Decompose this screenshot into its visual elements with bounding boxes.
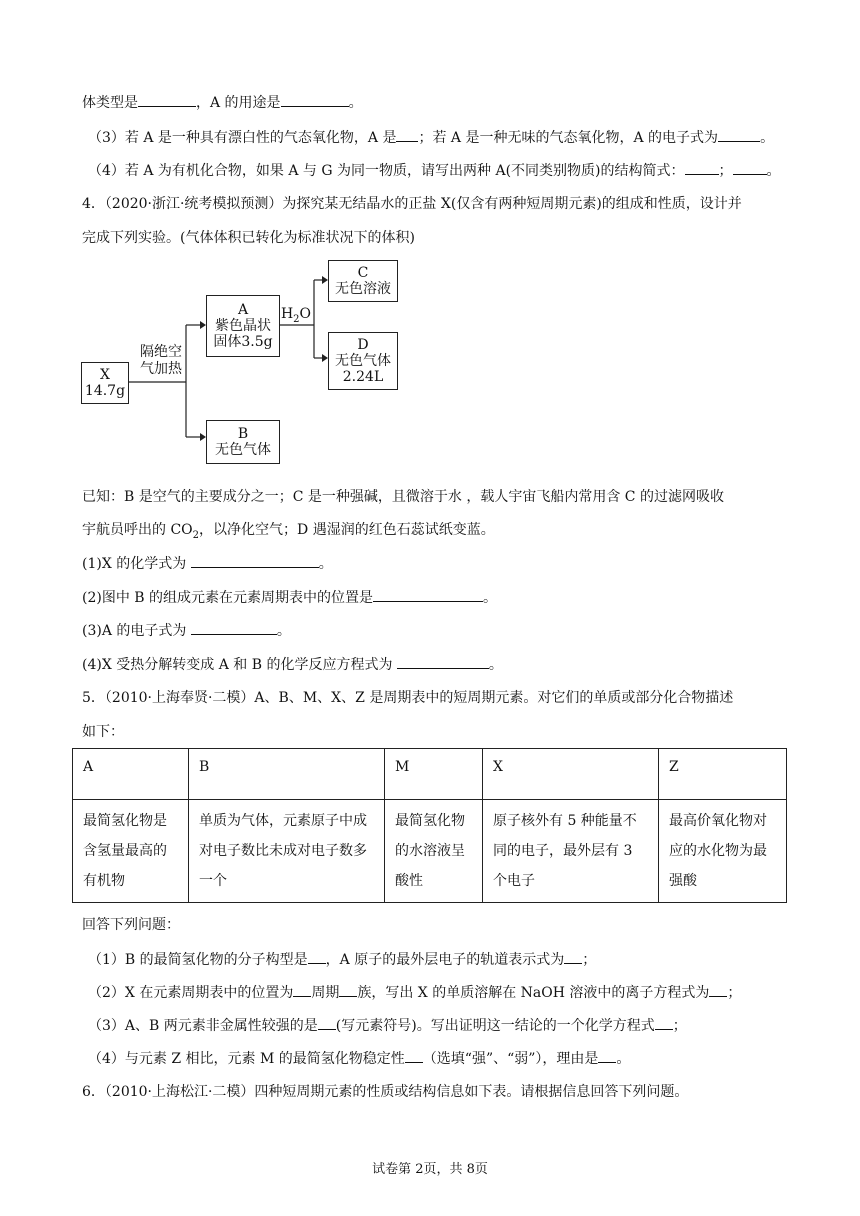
table-header-cell: A	[73, 749, 189, 800]
text: 周期	[311, 985, 340, 1001]
text: 。	[760, 130, 775, 146]
element-info-table	[72, 748, 787, 903]
text: ，以净化空气；D 遇湿润的红色石蕊试纸变蓝。	[199, 522, 495, 538]
text: ；	[582, 952, 597, 968]
d-label: D	[357, 337, 369, 353]
table-header-cell: X	[483, 749, 659, 800]
text: 。	[276, 623, 291, 639]
text: 。	[483, 590, 498, 606]
sub-question-4	[82, 654, 503, 675]
table-cell: 单质为气体，元素原子中成对电子数比未成对电子数多一个	[189, 800, 385, 903]
box-d	[328, 332, 398, 390]
text: 已知：B 是空气的主要成分之一；C 是一种强碱，且微溶于水 ，载人宇宙飞船内常用含 C 的过滤网吸收	[82, 489, 724, 505]
text: 。	[488, 657, 503, 673]
box-c	[328, 260, 398, 302]
box-b	[206, 420, 280, 464]
answer-blank[interactable]	[733, 160, 767, 175]
question-r4	[88, 1048, 630, 1069]
text: 。	[318, 556, 333, 572]
c-desc: 无色溶液	[335, 281, 391, 297]
text: （1）B 的最简氢化物的分子构型是	[88, 952, 308, 968]
page-footer: 试卷第 2页，共 8页	[372, 1162, 488, 1177]
table-cell: 最简氢化物是含氢量最高的有机物	[73, 800, 189, 903]
table-header-cell: B	[189, 749, 385, 800]
answer-blank[interactable]	[709, 982, 727, 997]
heating-label-line: 气加热	[140, 361, 182, 377]
water-sub: 2	[293, 313, 300, 325]
text: 宇航员呼出的 CO	[82, 522, 193, 538]
answer-blank[interactable]	[685, 160, 719, 175]
answer-blank[interactable]	[191, 620, 277, 635]
b-desc: 无色气体	[215, 442, 271, 458]
question-r3	[88, 1015, 687, 1036]
problem-5-intro-2: 如下：	[82, 724, 124, 740]
answer-blank[interactable]	[373, 587, 483, 602]
text: (3)A 的电子式为	[82, 623, 191, 639]
question-r1	[88, 949, 596, 970]
problem-4-intro-2: 完成下列实验。(气体体积已转化为标准状况下的体积)	[82, 230, 415, 246]
answer-blank[interactable]	[138, 92, 196, 107]
b-label: B	[237, 426, 249, 442]
problem-5-intro: 5．（2010·上海奉贤·二模）A、B、M、X、Z 是周期表中的短周期元素。对它们的单质或部分化合物描述	[82, 690, 734, 706]
water-label	[279, 306, 313, 328]
a-desc: 紫色晶状	[215, 318, 271, 334]
answer-blank[interactable]	[318, 1015, 336, 1030]
text: (写元素符号)。写出证明这一结论的一个化学方程式	[335, 1018, 655, 1034]
table-cell: 最简氢化物的水溶液呈酸性	[385, 800, 483, 903]
subscript: 2	[192, 529, 200, 541]
text: ；	[672, 1018, 687, 1034]
text: 体类型是	[82, 95, 138, 111]
table-header-cell: M	[385, 749, 483, 800]
text: (2)图中 B 的组成元素在元素周期表中的位置是	[82, 590, 374, 606]
answer-blank[interactable]	[293, 982, 311, 997]
answer-blank[interactable]	[308, 949, 326, 964]
heating-label	[134, 344, 188, 378]
question-r2	[88, 982, 741, 1003]
sub-question-1	[82, 553, 333, 574]
d-desc: 无色气体	[335, 353, 391, 369]
answer-blank[interactable]	[598, 1048, 616, 1063]
answer-heading: 回答下列问题：	[82, 917, 180, 933]
problem-4-intro: 4．（2020·浙江·统考模拟预测）为探究某无结晶水的正盐 X(仅含有两种短周期元素)的组成和性质，设计并	[82, 196, 742, 212]
text: （3）A、B 两元素非金属性较强的是	[88, 1018, 318, 1034]
answer-blank[interactable]	[281, 92, 349, 107]
text: ；若 A 是一种无味的气态氧化物，A 的电子式为	[418, 130, 719, 146]
experiment-flow-diagram	[76, 254, 416, 474]
text: ；	[718, 163, 733, 179]
x-label: X	[100, 367, 110, 383]
c-label: C	[357, 265, 369, 281]
a-mass: 固体3.5g	[213, 334, 273, 350]
text: （2）X 在元素周期表中的位置为	[88, 985, 294, 1001]
text: （4）若 A 为有机化合物，如果 A 与 G 为同一物质，请写出两种 A(不同类别物质)的结构简式：	[88, 163, 685, 179]
known-info-1	[82, 487, 724, 507]
question-3	[88, 127, 774, 148]
heating-label-line: 隔绝空	[140, 344, 182, 360]
text: 。	[616, 1051, 631, 1067]
water-o: O	[299, 306, 312, 322]
table-header-cell: Z	[659, 749, 787, 800]
answer-blank[interactable]	[564, 949, 582, 964]
answer-blank[interactable]	[396, 127, 418, 142]
text: (4)X 受热分解转变成 A 和 B 的化学反应方程式为	[82, 657, 397, 673]
sub-question-3	[82, 620, 291, 641]
text: 族，写出 X 的单质溶解在 NaOH 溶液中的离子方程式为	[357, 985, 710, 1001]
table-cell: 最高价氧化物对应的水化物为最强酸	[659, 800, 787, 903]
table-header-row	[73, 749, 787, 800]
x-mass: 14.7g	[84, 383, 126, 399]
text: 。	[348, 95, 363, 111]
table-row	[73, 800, 787, 903]
box-a	[206, 295, 280, 357]
text: （选填“强”、“弱”），理由是	[422, 1051, 599, 1067]
text: （3）若 A 是一种具有漂白性的气态氧化物，A 是	[88, 130, 397, 146]
question-line	[82, 92, 363, 113]
answer-blank[interactable]	[397, 654, 489, 669]
text: (1)X 的化学式为	[82, 556, 191, 572]
a-label: A	[237, 302, 249, 318]
text: （4）与元素 Z 相比，元素 M 的最简氢化物稳定性	[88, 1051, 405, 1067]
water-h: H	[280, 306, 294, 322]
question-4	[88, 160, 781, 181]
answer-blank[interactable]	[655, 1015, 673, 1030]
answer-blank[interactable]	[191, 553, 319, 568]
answer-blank[interactable]	[718, 127, 760, 142]
text: ；	[727, 985, 742, 1001]
table-cell: 原子核外有 5 种能量不同的电子，最外层有 3 个电子	[483, 800, 659, 903]
d-volume: 2.24L	[342, 369, 384, 385]
known-info-2	[82, 520, 495, 546]
problem-6-intro: 6．（2010·上海松江·二模）四种短周期元素的性质或结构信息如下表。请根据信息回答下列问题。	[82, 1084, 689, 1100]
text: 。	[766, 163, 781, 179]
answer-blank[interactable]	[339, 982, 357, 997]
box-x	[81, 362, 129, 404]
answer-blank[interactable]	[405, 1048, 423, 1063]
text: ，A 的用途是	[196, 95, 281, 111]
text: ，A 原子的最外层电子的轨道表示式为	[325, 952, 565, 968]
sub-question-2	[82, 587, 497, 608]
